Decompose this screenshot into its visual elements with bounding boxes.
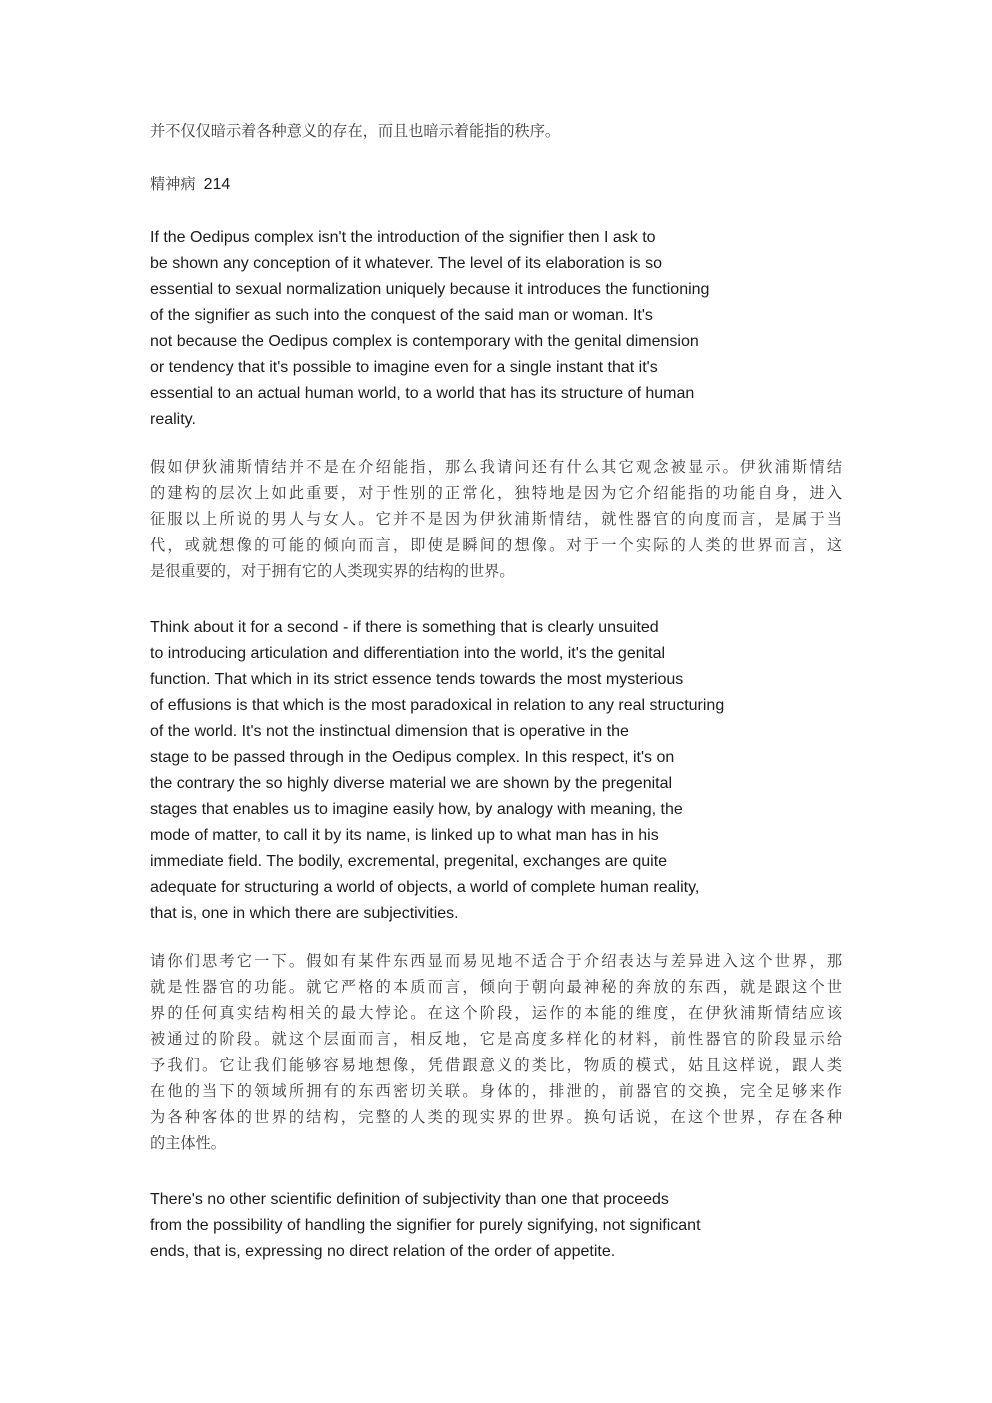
text-line: 征服以上所说的男人与女人。它并不是因为伊狄浦斯情结，就性器官的向度而言，是属于当 [150, 510, 842, 528]
text-line: mode of matter, to call it by its name, is linked up to what man has in his [150, 827, 659, 844]
text-line: 是很重要的，对于拥有它的人类现实界的结构的世界。 [150, 562, 515, 580]
text-line: There's no other scientific definition of subjectivity than one that proceeds [150, 1191, 669, 1208]
text-line: the contrary the so highly diverse material we are shown by the pregenital [150, 775, 673, 792]
text-line: adequate for structuring a world of objects, a world of complete human reality, [150, 879, 700, 896]
paragraph-en-2 [150, 615, 724, 927]
text-line: 在他的当下的领域所拥有的东西密切关联。身体的，排泄的，前器官的交换，完全足够来作 [150, 1082, 842, 1100]
text-line: 为各种客体的世界的结构，完整的人类的现实界的世界。换句话说，在这个世界，存在各种 [150, 1108, 842, 1126]
text-line: 就是性器官的功能。就它严格的本质而言，倾向于朝向最神秘的奔放的东西，就是跟这个世 [150, 978, 842, 996]
text-line: essential to sexual normalization uniquely because it introduces the functioning [150, 281, 710, 298]
text-line: immediate field. The bodily, excremental, pregenital, exchanges are quite [150, 853, 668, 870]
paragraph-en-1 [150, 225, 709, 433]
intro-line: 并不仅仅暗示着各种意义的存在，而且也暗示着能指的秩序。 [150, 122, 561, 140]
text-line: of the world. It's not the instinctual dimension that is operative in the [150, 723, 629, 740]
text-line: If the Oedipus complex isn't the introduction of the signifier then I ask to [150, 229, 656, 246]
paragraph-zh-2 [150, 948, 842, 1156]
text-line: 界的任何真实结构相关的最大悖论。在这个阶段，运作的本能的维度，在伊狄浦斯情结应该 [150, 1004, 842, 1022]
paragraph-en-3 [150, 1187, 701, 1265]
text-line: of the signifier as such into the conquest of the said man or woman. It's [150, 307, 653, 324]
text-line: or tendency that it's possible to imagine even for a single instant that it's [150, 359, 658, 376]
text-line: 请你们思考它一下。假如有某件东西显而易见地不适合于介绍表达与差异进入这个世界，那 [150, 952, 842, 970]
text-line: 假如伊狄浦斯情结并不是在介绍能指，那么我请问还有什么其它观念被显示。伊狄浦斯情结 [150, 458, 842, 476]
text-line: 予我们。它让我们能够容易地想像，凭借跟意义的类比，物质的模式，姑且这样说，跟人类 [150, 1056, 842, 1074]
text-line: reality. [150, 411, 196, 428]
text-line: Think about it for a second - if there is something that is clearly unsuited [150, 619, 659, 636]
text-line: that is, one in which there are subjectivities. [150, 905, 459, 922]
text-line: 被通过的阶段。就这个层面而言，相反地，它是高度多样化的材料，前性器官的阶段显示给 [150, 1030, 842, 1048]
text-line: of effusions is that which is the most paradoxical in relation to any real structuring [150, 697, 725, 714]
text-line: function. That which in its strict essence tends towards the most mysterious [150, 671, 684, 688]
text-line: stage to be passed through in the Oedipus complex. In this respect, it's on [150, 749, 675, 766]
text-line: ends, that is, expressing no direct relation of the order of appetite. [150, 1243, 616, 1260]
text-line: to introducing articulation and differentiation into the world, it's the genital [150, 645, 666, 662]
text-line: be shown any conception of it whatever. The level of its elaboration is so [150, 255, 663, 272]
text-line: stages that enables us to imagine easily how, by analogy with meaning, the [150, 801, 683, 818]
paragraph-zh-1 [150, 454, 842, 584]
text-line: not because the Oedipus complex is contemporary with the genital dimension [150, 333, 699, 350]
text-line: essential to an actual human world, to a world that has its structure of human [150, 385, 695, 402]
text-line: 代，或就想像的可能的倾向而言，即使是瞬间的想像。对于一个实际的人类的世界而言，这 [150, 536, 842, 554]
text-line: 的建构的层次上如此重要，对于性别的正常化，独特地是因为它介绍能指的功能自身，进入 [150, 484, 842, 502]
text-line: 的主体性。 [150, 1134, 226, 1152]
section-title: 精神病 [150, 175, 196, 193]
section-header [150, 171, 230, 197]
text-line: from the possibility of handling the signifier for purely signifying, not significant [150, 1217, 701, 1234]
page-number: 214 [203, 176, 231, 193]
